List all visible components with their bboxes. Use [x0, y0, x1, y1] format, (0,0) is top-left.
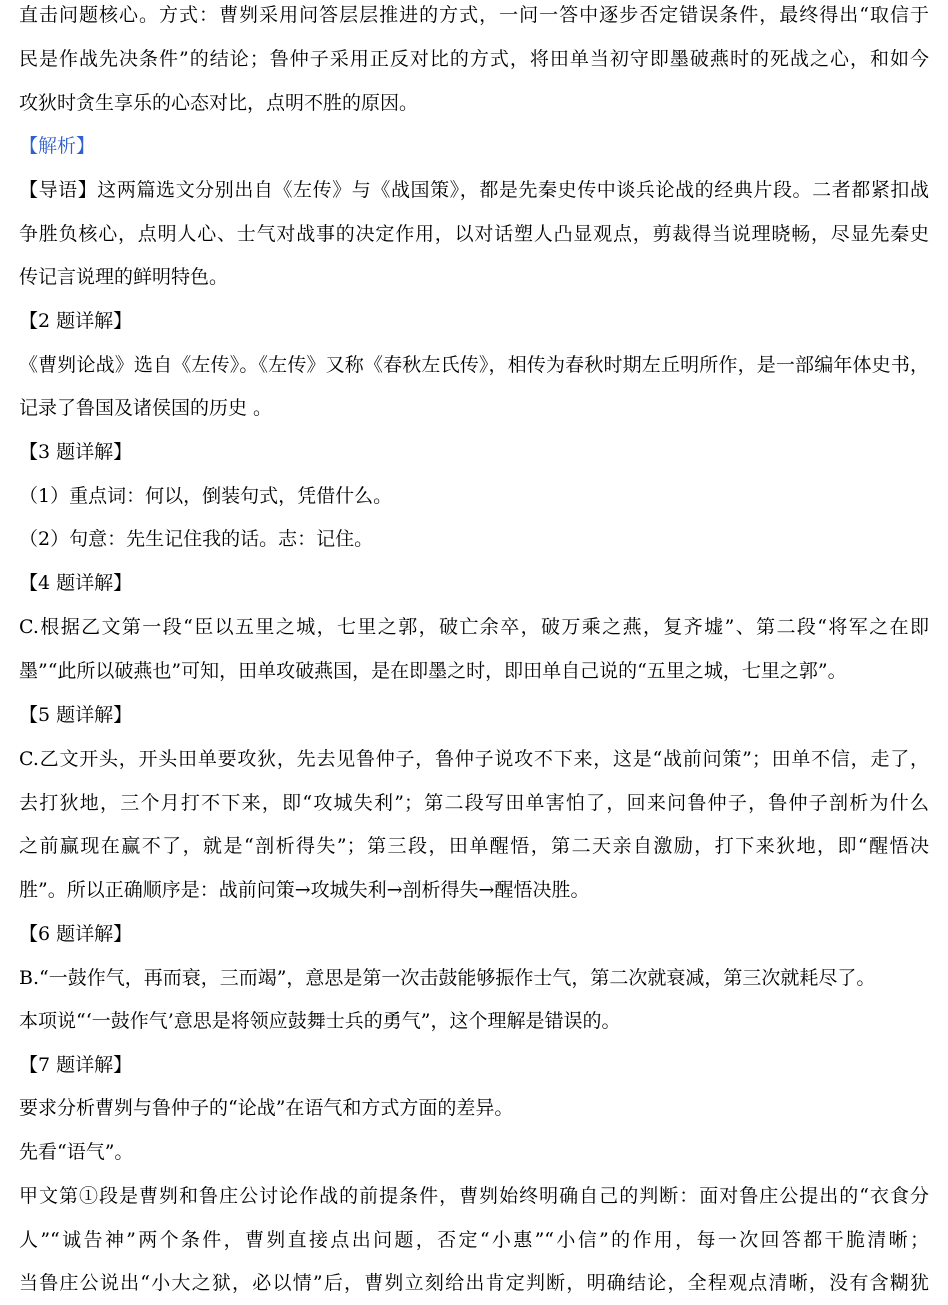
- section-heading: 【7 题详解】: [19, 1054, 133, 1076]
- paragraph-line: C.根据乙文第一段“臣以五里之城，七里之郭，破亡余卒，破万乘之燕，复齐墟”、第二段“将军之在即: [19, 616, 929, 638]
- paragraph-line: 去打狄地，三个月打不下来，即“攻城失利”；第二段写田单害怕了，回来问鲁仲子，鲁仲子剖析为什么: [19, 792, 929, 814]
- section-heading: 【3 题详解】: [19, 441, 133, 463]
- paragraph-line: 墨”“此所以破燕也”可知，田单攻破燕国，是在即墨之时，即田单自己说的“五里之城，七里之郭”。: [19, 660, 847, 682]
- paragraph-line: 要求分析曹刿与鲁仲子的“论战”在语气和方式方面的差异。: [19, 1097, 514, 1119]
- paragraph-line: 甲文第①段是曹刿和鲁庄公讨论作战的前提条件，曹刿始终明确自己的判断：面对鲁庄公提出的“衣食分: [19, 1185, 929, 1207]
- paragraph-line: C.乙文开头，开头田单要攻狄，先去见鲁仲子，鲁仲子说攻不下来，这是“战前问策”；田单不信，走了，: [19, 748, 929, 770]
- paragraph-line: B.“一鼓作气，再而衰，三而竭”，意思是第一次击鼓能够振作士气，第二次就衰减，第三次就耗尽了。: [19, 967, 876, 989]
- analysis-heading: 【解析】: [19, 135, 96, 157]
- section-heading: 【2 题详解】: [19, 310, 133, 332]
- paragraph-line: 直击问题核心。方式：曹刿采用问答层层推进的方式，一问一答中逐步否定错误条件，最终得出“取信于: [19, 4, 929, 26]
- paragraph-line: 先看“语气”。: [19, 1141, 134, 1163]
- paragraph-line: （1）重点词：何以，倒装句式，凭借什么。: [19, 485, 393, 507]
- paragraph-line: 传记言说理的鲜明特色。: [19, 266, 229, 288]
- paragraph-line: 当鲁庄公说出“小大之狱，必以情”后，曹刿立刻给出肯定判断，明确结论，全程观点清晰，没有含糊犹: [19, 1272, 929, 1294]
- section-heading: 【4 题详解】: [19, 572, 133, 594]
- paragraph-line: 【导语】这两篇选文分别出自《左传》与《战国策》，都是先秦史传中谈兵论战的经典片段。二者都紧扣战: [19, 179, 929, 201]
- paragraph-line: 攻狄时贪生享乐的心态对比，点明不胜的原因。: [19, 92, 419, 114]
- paragraph-line: 胜”。所以正确顺序是：战前问策→攻城失利→剖析得失→醒悟决胜。: [19, 879, 590, 901]
- paragraph-line: 人”“诚告神”两个条件，曹刿直接点出问题，否定“小惠”“小信”的作用，每一次回答都干脆清晰；: [19, 1229, 929, 1251]
- paragraph-line: 争胜负核心，点明人心、士气对战事的决定作用，以对话塑人凸显观点，剪裁得当说理晓畅，尽显先秦史: [19, 223, 929, 245]
- paragraph-line: 记录了鲁国及诸侯国的历史 。: [19, 397, 273, 419]
- paragraph-line: （2）句意：先生记住我的话。志：记住。: [19, 528, 374, 550]
- paragraph-line: 《曹刿论战》选自《左传》。《左传》又称《春秋左氏传》，相传为春秋时期左丘明所作，是一部编年体史书，: [19, 354, 929, 376]
- paragraph-line: 本项说“‘一鼓作气’意思是将领应鼓舞士兵的勇气”，这个理解是错误的。: [19, 1010, 621, 1032]
- section-heading: 【5 题详解】: [19, 704, 133, 726]
- section-heading: 【6 题详解】: [19, 923, 133, 945]
- paragraph-line: 之前赢现在赢不了，就是“剖析得失”；第三段，田单醒悟，第二天亲自激励，打下来狄地，即“醒悟决: [19, 835, 929, 857]
- paragraph-line: 民是作战先决条件”的结论；鲁仲子采用正反对比的方式，将田单当初守即墨破燕时的死战之心，和如今: [19, 48, 929, 70]
